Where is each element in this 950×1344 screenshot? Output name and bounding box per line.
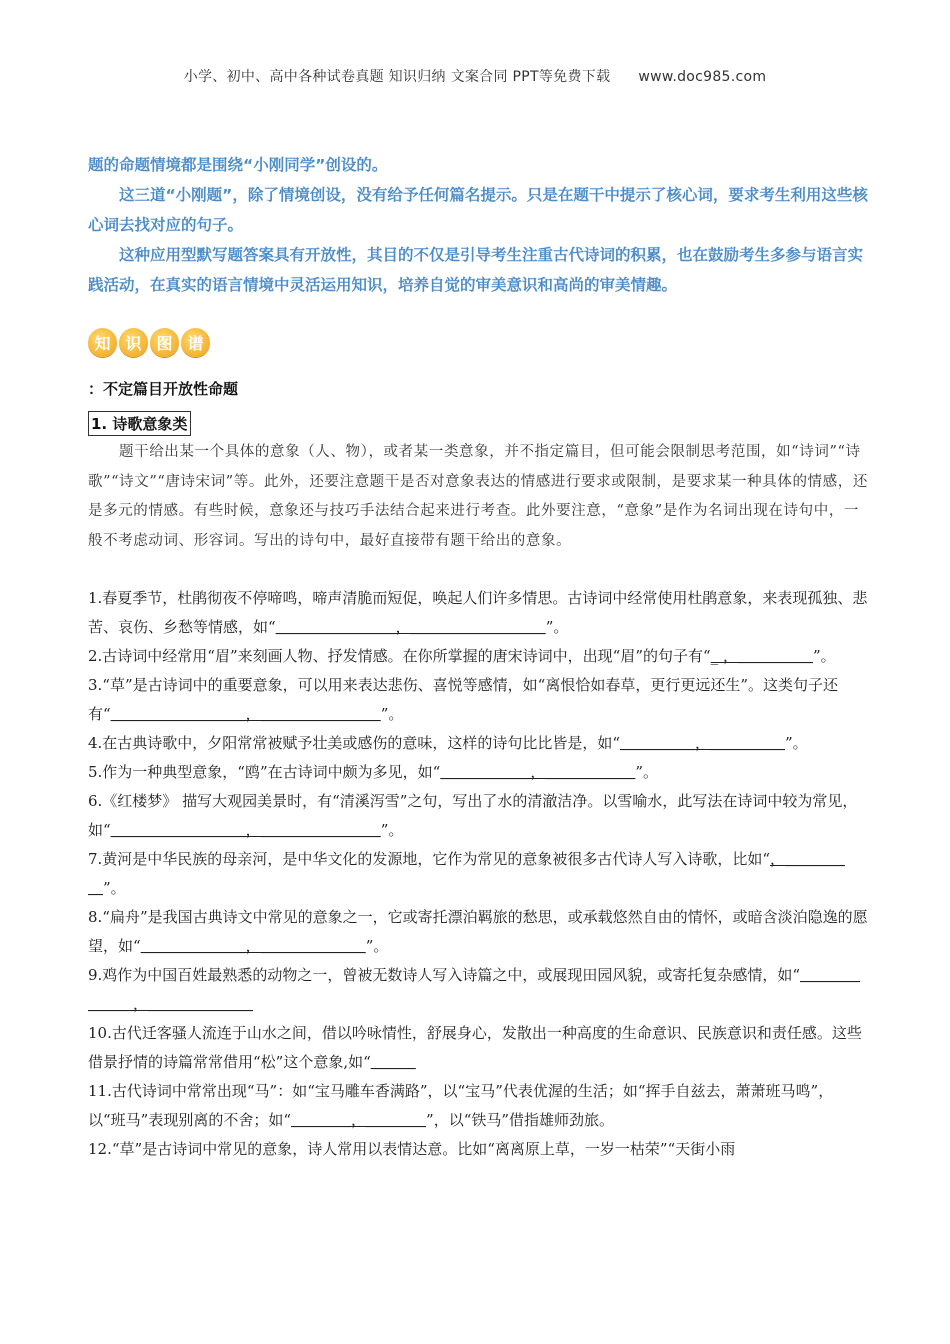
question-item [88, 787, 868, 845]
answer-blank[interactable]: ＿＿＿＿＿＿＿＿＿，＿＿＿＿＿＿＿＿ [110, 821, 381, 839]
question-text-end: ”。 [103, 879, 126, 897]
section-title: ：不定篇目开放性命题 [88, 380, 239, 398]
intro-text [88, 150, 868, 300]
question-item [88, 903, 868, 961]
answer-blank[interactable]: ，＿＿＿＿＿ [88, 850, 846, 897]
answer-blank[interactable]: ＿＿＿＿＿，＿＿＿＿＿ [619, 734, 785, 752]
question-text: 7.黄河是中华民族的母亲河，是中华文化的发源地，它作为常见的意象被很多古代诗人写入诗歌，比如“ [88, 850, 770, 868]
answer-blank[interactable]: _ ，＿＿＿＿＿ [710, 647, 813, 665]
header-text: 小学、初中、高中各种试卷真题 知识归纳 文案合同 PPT等免费下载 [183, 69, 611, 85]
answer-blank[interactable]: ＿＿＿＿＿＿＿＿＿，＿＿＿＿＿＿＿＿ [110, 705, 381, 723]
question-item [88, 671, 868, 729]
intro-paragraph-2: 这三道“小刚题”，除了情境创设，没有给予任何篇名提示。只是在题干中提示了核心词，要求考生利用这些核心词去找对应的句子。 [88, 186, 868, 234]
question-text: 9.鸡作为中国百姓最熟悉的动物之一，曾被无数诗人写入诗篇之中，或展现田园风貌，或寄托复杂感情，如“ [88, 966, 800, 984]
question-text: 12.“草”是古诗词中常见的意象，诗人常用以表情达意。比如“离离原上草，一岁一枯荣”“天街小雨 [88, 1140, 736, 1158]
answer-blank[interactable]: ＿＿＿＿，＿＿＿＿ [291, 1111, 427, 1129]
question-text-end: ”。 [380, 821, 404, 839]
question-text: 5.作为一种典型意象，“鸥”在古诗词中颇为多见，如“ [88, 763, 441, 781]
answer-blank[interactable]: ＿＿＿＿＿＿＿，＿＿＿＿＿＿＿ [140, 937, 366, 955]
question-text-end: ”。 [545, 618, 569, 636]
question-item [88, 642, 868, 671]
question-text-end: ”。 [380, 705, 404, 723]
knowledge-map-badge [88, 326, 210, 358]
question-text: 10.古代迁客骚人流连于山水之间，借以吟咏情性，舒展身心，发散出一种高度的生命意识、民族意识和责任感。这些借景抒情的诗篇常常借用“松”这个意象,如“ [88, 1024, 862, 1071]
intro-paragraph-3: 这种应用型默写题答案具有开放性，其目的不仅是引导考生注重古代诗词的积累，也在鼓励考生多参与语言实践活动，在真实的语言情境中灵活运用知识，培养自觉的审美意识和高尚的审美情趣。 [88, 246, 864, 294]
question-text-end: ”，以“铁马”借指雄师劲旅。 [426, 1111, 615, 1129]
sub-title: 1. 诗歌意象类 [88, 411, 191, 436]
guide-text [88, 438, 868, 556]
question-text: 6.《红楼梦》 描写大观园美景时，有“清溪泻雪”之句，写出了水的清澈洁净。以雪喻水，此写法在诗词中较为常见，如“ [88, 792, 858, 839]
question-item [88, 1019, 868, 1077]
question-text: 3.“草”是古诗词中的重要意象，可以用来表达悲伤、喜悦等感情，如“离恨恰如春草，更行更远还生”。这类句子还有“ [88, 676, 838, 723]
question-item [88, 584, 868, 642]
badge-char-1: 知 [88, 328, 117, 357]
question-text: 11.古代诗词中常常出现“马”：如“宝马雕车香满路”，以“宝马”代表优渥的生活；如“挥手自兹去，萧萧班马鸣”，以“班马”表现别离的不舍；如“ [88, 1082, 834, 1129]
question-item [88, 758, 868, 787]
question-text: 4.在古典诗歌中，夕阳常常被赋予壮美或感伤的意味，这样的诗句比比皆是，如“ [88, 734, 620, 752]
question-text: 2.古诗词中经常用“眉”来刻画人物、抒发情感。在你所掌握的唐宋诗词中，出现“眉”的句子有“ [88, 647, 711, 665]
badge-char-4: 谱 [181, 328, 210, 357]
answer-blank[interactable]: ＿＿＿ [370, 1053, 416, 1071]
question-item [88, 845, 868, 903]
badge-char-3: 图 [150, 328, 179, 357]
page-header [0, 66, 950, 86]
question-list [88, 584, 868, 1164]
question-item [88, 729, 868, 758]
answer-blank[interactable]: ＿＿＿＿＿＿，＿＿＿＿＿＿ [440, 763, 636, 781]
question-text-end: ”。 [785, 734, 808, 752]
header-site[interactable]: www.doc985.com [638, 69, 767, 85]
question-item [88, 1135, 868, 1164]
answer-blank[interactable]: ＿＿＿＿＿＿＿＿，＿＿＿＿＿＿＿＿＿ [275, 618, 546, 636]
badge-char-2: 识 [119, 328, 148, 357]
question-text: 8.“扁舟”是我国古典诗文中常见的意象之一，它或寄托漂泊羁旅的愁思，或承载悠然自由的情怀，或暗含淡泊隐逸的愿望，如“ [88, 908, 868, 955]
answer-blank[interactable]: ＿＿＿＿＿＿＿，＿＿＿＿＿＿＿ [88, 966, 861, 1013]
question-item [88, 961, 868, 1019]
question-text: 1.春夏季节，杜鹃彻夜不停啼鸣，啼声清脆而短促，唤起人们许多情思。古诗词中经常使用杜鹃意象，来表现孤独、悲苦、哀伤、乡愁等情感，如“ [88, 589, 868, 636]
intro-paragraph-1: 题的命题情境都是围绕“小刚同学”创设的。 [88, 156, 388, 174]
question-text-end: ”。 [812, 647, 836, 665]
question-text-end: ”。 [365, 937, 389, 955]
question-text-end: ”。 [635, 763, 659, 781]
guide-paragraph: 题干给出某一个具体的意象（人、物），或者某一类意象，并不指定篇目，但可能会限制思考范围，如“诗词”“诗歌”“诗文”“唐诗宋词”等。此外，还要注意题干是否对意象表达的情感进行要求或限制，是要求某一种具体的情感，还是多元的情感。有些时候，意象还与技巧手法结合起来进行考查。此外要注意，“意象”是作为名词出现在诗句中，一般不考虑动词、形容词。写出的诗句中，最好直接带有题干给出的意象。 [88, 444, 868, 549]
question-item [88, 1077, 868, 1135]
